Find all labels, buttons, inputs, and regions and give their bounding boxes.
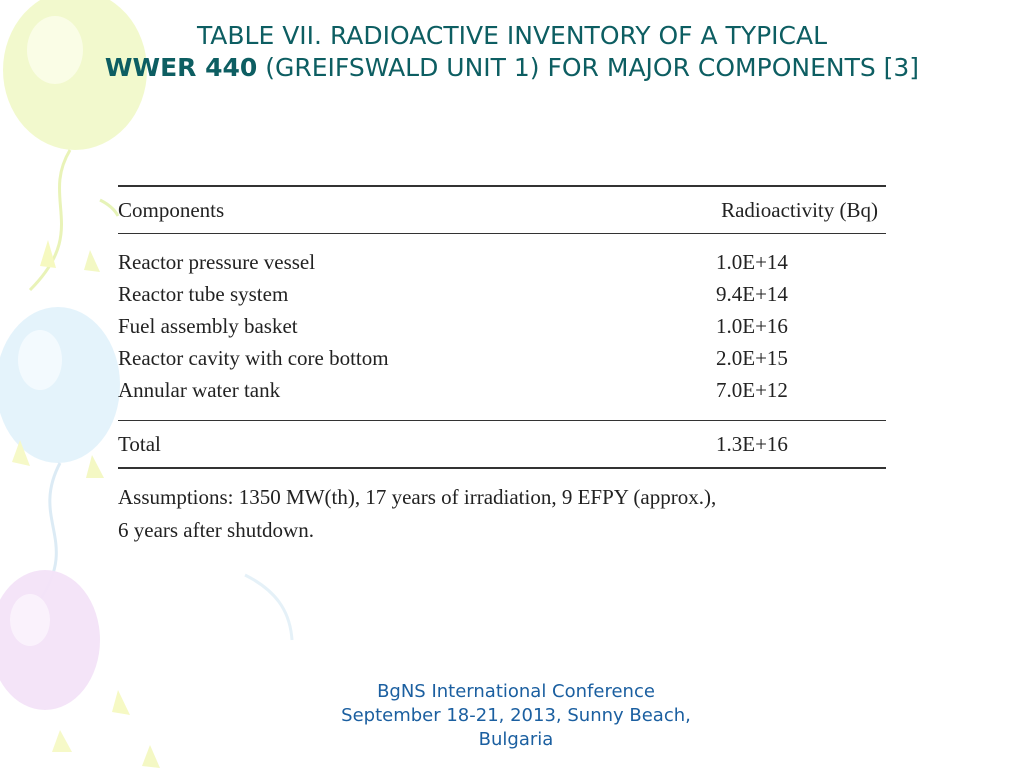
- title-line-1: TABLE VII. RADIOACTIVE INVENTORY OF A TYPICAL: [196, 21, 828, 50]
- table-row: [118, 374, 886, 406]
- header-radioactivity: Radioactivity (Bq): [721, 197, 878, 222]
- table-total-row: [118, 421, 886, 467]
- row-component: Reactor cavity with core bottom: [118, 345, 389, 370]
- table-row: [118, 310, 886, 342]
- row-component: Reactor pressure vessel: [118, 249, 316, 274]
- total-label: Total: [118, 431, 161, 456]
- footer-line-1: BgNS International Conference: [377, 681, 655, 702]
- row-value: 1.0E+14: [716, 249, 788, 274]
- table-footnote: [118, 481, 886, 547]
- slide-title: [0, 20, 1024, 84]
- inventory-table: [118, 185, 886, 547]
- footer-line-3: Bulgaria: [478, 729, 554, 750]
- table-row: [118, 246, 886, 278]
- title-line-2: [0, 52, 1024, 84]
- table-body: [118, 234, 886, 420]
- footnote-line-1: Assumptions: 1350 MW(th), 17 years of irradiation, 9 EFPY (approx.),: [118, 485, 717, 509]
- table-row: [118, 342, 886, 374]
- title-line-2-rest: (GREIFSWALD UNIT 1) FOR MAJOR COMPONENTS [3]: [257, 53, 920, 82]
- footer-line-2: September 18-21, 2013, Sunny Beach,: [341, 705, 691, 726]
- conference-footer: [300, 680, 732, 752]
- row-component: Fuel assembly basket: [118, 313, 298, 338]
- row-value: 2.0E+15: [716, 345, 788, 370]
- total-value: 1.3E+16: [716, 431, 788, 456]
- row-value: 1.0E+16: [716, 313, 788, 338]
- row-value: 9.4E+14: [716, 281, 788, 306]
- header-components: Components: [118, 197, 225, 222]
- row-value: 7.0E+12: [716, 377, 788, 402]
- row-component: Annular water tank: [118, 377, 281, 402]
- table-bottom-rule: [118, 467, 886, 469]
- table-header: [118, 187, 886, 233]
- title-reactor-name: WWER 440: [104, 53, 258, 82]
- row-component: Reactor tube system: [118, 281, 289, 306]
- footnote-line-2: 6 years after shutdown.: [118, 518, 314, 542]
- table-row: [118, 278, 886, 310]
